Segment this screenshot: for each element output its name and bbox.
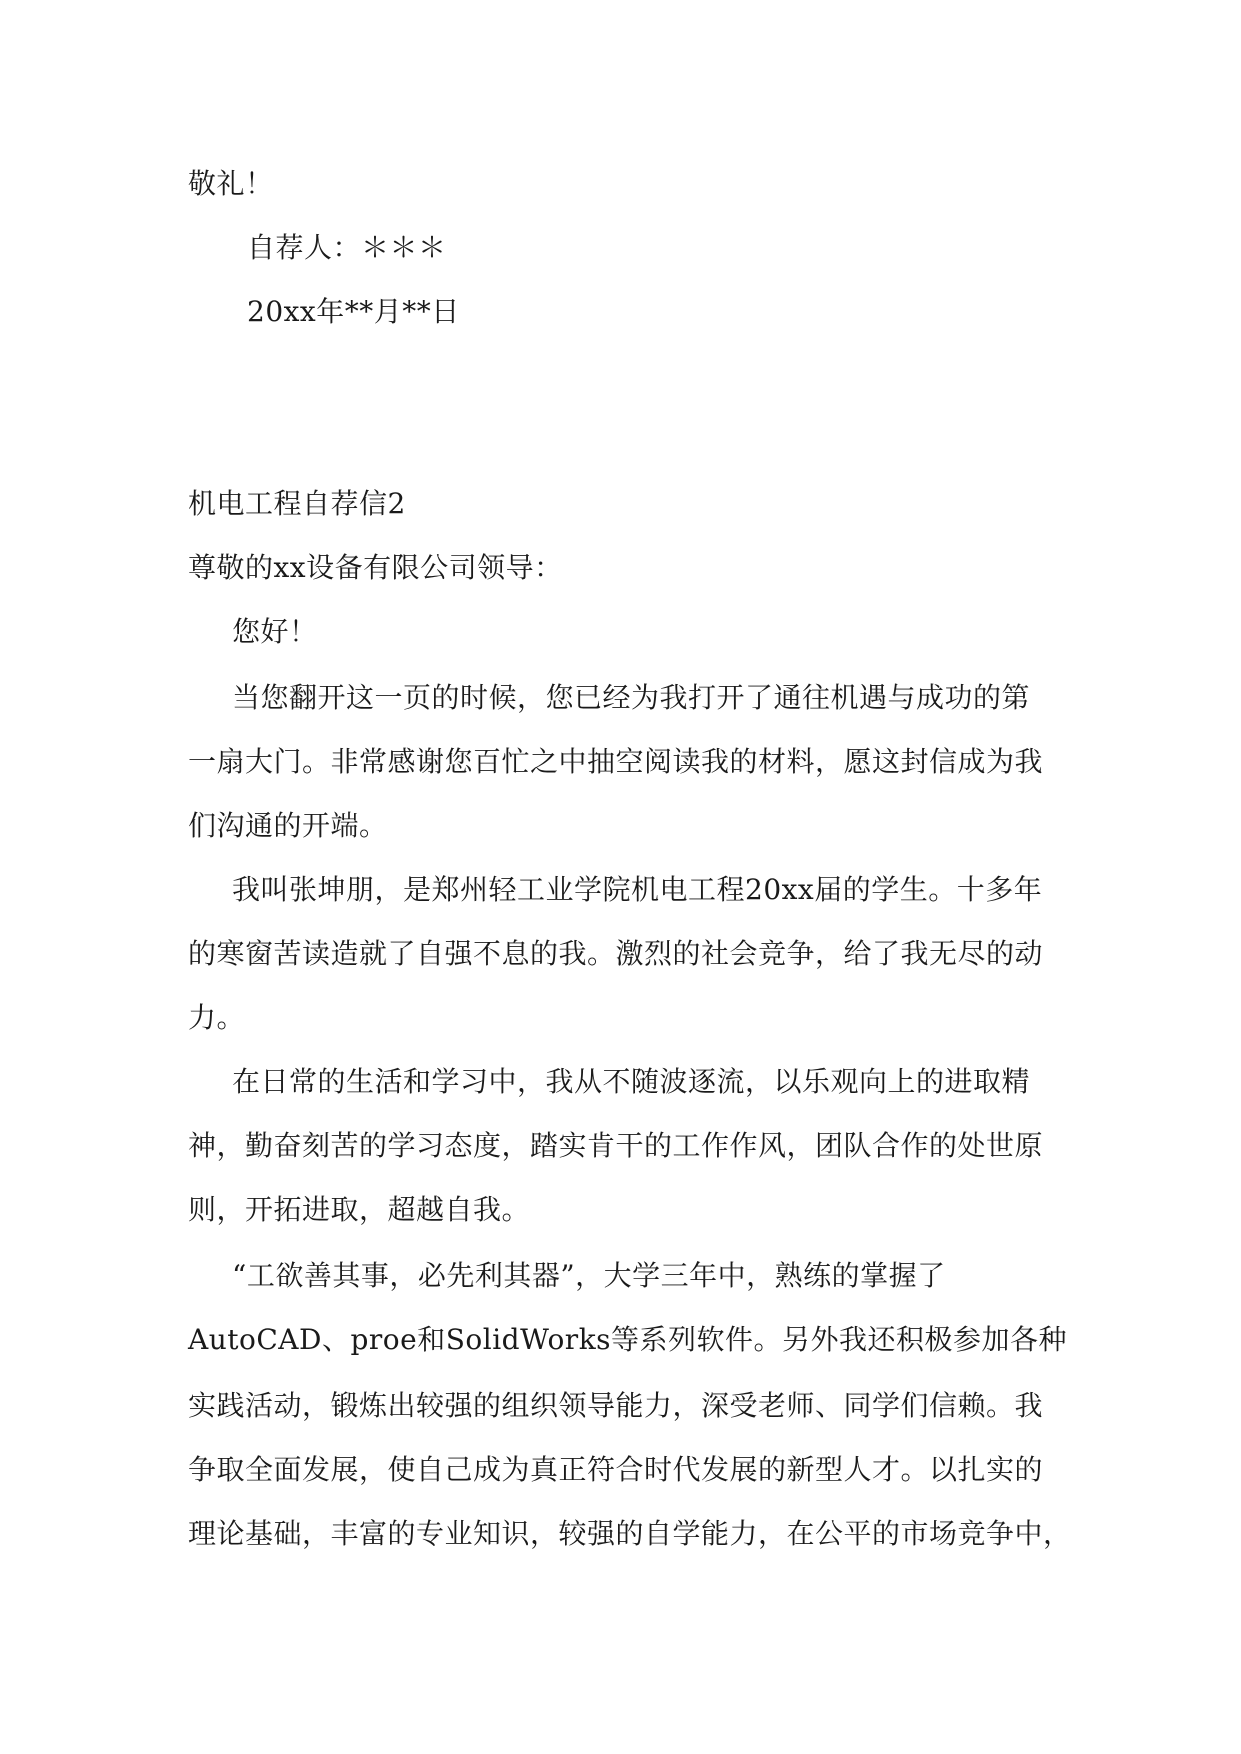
body-line: 的寒窗苦读造就了自强不息的我。激烈的社会竞争，给了我无尽的动 (188, 937, 1044, 970)
body-line: 一扇大门。非常感谢您百忙之中抽空阅读我的材料，愿这封信成为我 (188, 745, 1044, 778)
body-line: 则，开拓进取，超越自我。 (188, 1193, 531, 1226)
letter-title: 机电工程自荐信2 (188, 487, 406, 520)
signer-line: 自荐人：＊＊＊ (247, 231, 447, 264)
body-line: “工欲善其事，必先利其器”，大学三年中，熟练的掌握了 (232, 1259, 946, 1292)
date-line: 20xx年**月**日 (247, 295, 460, 328)
closing-salute: 敬礼！ (188, 167, 274, 200)
body-line: 们沟通的开端。 (188, 809, 388, 842)
body-line: AutoCAD、proe和SolidWorks等系列软件。另外我还积极参加各种 (188, 1323, 1068, 1356)
letter-addressee: 尊敬的xx设备有限公司领导： (188, 551, 563, 584)
body-line: 当您翻开这一页的时候，您已经为我打开了通往机遇与成功的第 (232, 681, 1031, 714)
body-line: 争取全面发展，使自己成为真正符合时代发展的新型人才。以扎实的 (188, 1453, 1044, 1486)
body-line: 力。 (188, 1001, 246, 1034)
letter-greeting: 您好！ (232, 615, 318, 648)
body-line: 神，勤奋刻苦的学习态度，踏实肯干的工作作风，团队合作的处世原 (188, 1129, 1044, 1162)
body-line: 理论基础，丰富的专业知识，较强的自学能力，在公平的市场竞争中， (188, 1517, 1072, 1550)
body-line: 我叫张坤朋，是郑州轻工业学院机电工程20xx届的学生。十多年 (232, 873, 1043, 906)
body-line: 实践活动，锻炼出较强的组织领导能力，深受老师、同学们信赖。我 (188, 1389, 1044, 1422)
body-line: 在日常的生活和学习中，我从不随波逐流，以乐观向上的进取精 (232, 1065, 1031, 1098)
